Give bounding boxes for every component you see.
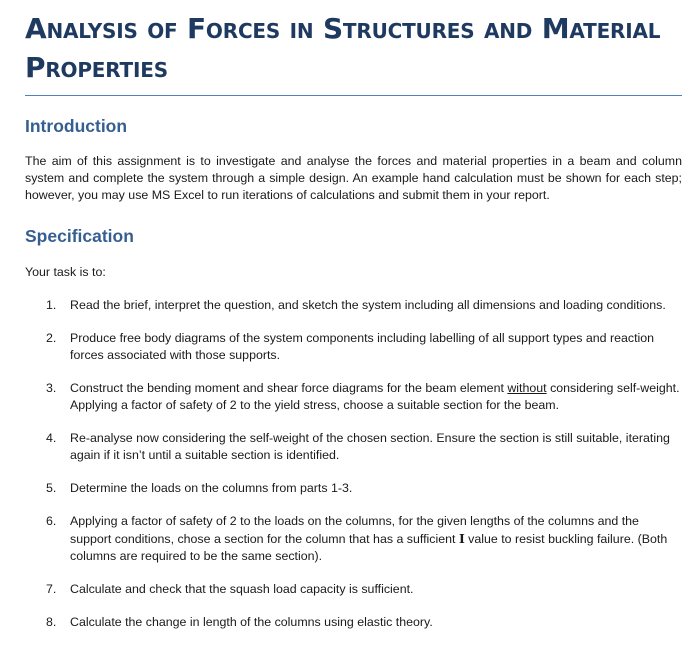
- title-divider: [25, 95, 682, 96]
- introduction-text: The aim of this assignment is to investigate and analyse the forces and material properties in a beam and column system and complete the system through a simple design. An example hand calculation must be shown for each step; however, you may use MS Excel to run iterations of calculations and submit them in your report.: [25, 154, 682, 202]
- list-item-number: 3.: [46, 381, 57, 395]
- list-item: [25, 581, 682, 598]
- task-list: [25, 297, 682, 631]
- list-item-number: 5.: [46, 481, 57, 495]
- list-item: [25, 614, 682, 631]
- list-item: [25, 513, 682, 565]
- list-item-text-pre: Construct the bending moment and shear force diagrams for the beam element: [70, 381, 508, 395]
- list-item-text-post: value to resist buckling failure. (Both columns are required to be the same section).: [70, 532, 668, 563]
- list-item-number: 6.: [46, 514, 57, 528]
- list-item-number: 2.: [46, 331, 57, 345]
- list-item: [25, 430, 682, 464]
- list-item-text-post: considering self-weight. Applying a factor of safety of 2 to the yield stress, choose a suitable section for the beam.: [70, 381, 680, 412]
- list-item-number: 7.: [46, 582, 57, 596]
- second-moment-symbol: I: [458, 531, 465, 546]
- list-item-number: 8.: [46, 615, 57, 629]
- list-item-number: 1.: [46, 298, 57, 312]
- list-item-text: Re-analyse now considering the self-weight of the chosen section. Ensure the section is still suitable, iterating again if it isn’t until a suitable section is identified.: [70, 431, 670, 462]
- list-item-text: Calculate and check that the squash load capacity is sufficient.: [70, 582, 414, 596]
- list-item-text: [70, 381, 680, 412]
- list-item-text-pre: Applying a factor of safety of 2 to the loads on the columns, for the given lengths of the columns and the support conditions, chose a section for the column that has a sufficient: [70, 514, 639, 546]
- page-title: Analysis of Forces in Structures and Material Properties: [25, 12, 661, 84]
- list-item-text: Read the brief, interpret the question, and sketch the system including all dimensions and loading conditions.: [70, 298, 666, 312]
- list-item-text: Calculate the change in length of the columns using elastic theory.: [70, 615, 433, 629]
- list-item-text: Produce free body diagrams of the system components including labelling of all support types and reaction forces associated with those supports.: [70, 331, 655, 362]
- list-item-text: Determine the loads on the columns from parts 1-3.: [70, 481, 353, 495]
- list-item-text: [70, 514, 667, 563]
- introduction-heading: Introduction: [25, 116, 128, 136]
- specification-heading: Specification: [25, 226, 134, 246]
- specification-lead: Your task is to:: [25, 265, 106, 279]
- underlined-emphasis: without: [507, 381, 547, 395]
- list-item: [25, 330, 682, 364]
- list-item: [25, 480, 682, 497]
- list-item: [25, 297, 682, 314]
- list-item: [25, 380, 682, 414]
- document-page: [25, 0, 682, 631]
- cropped-next-line: [95, 649, 365, 655]
- list-item-number: 4.: [46, 431, 57, 445]
